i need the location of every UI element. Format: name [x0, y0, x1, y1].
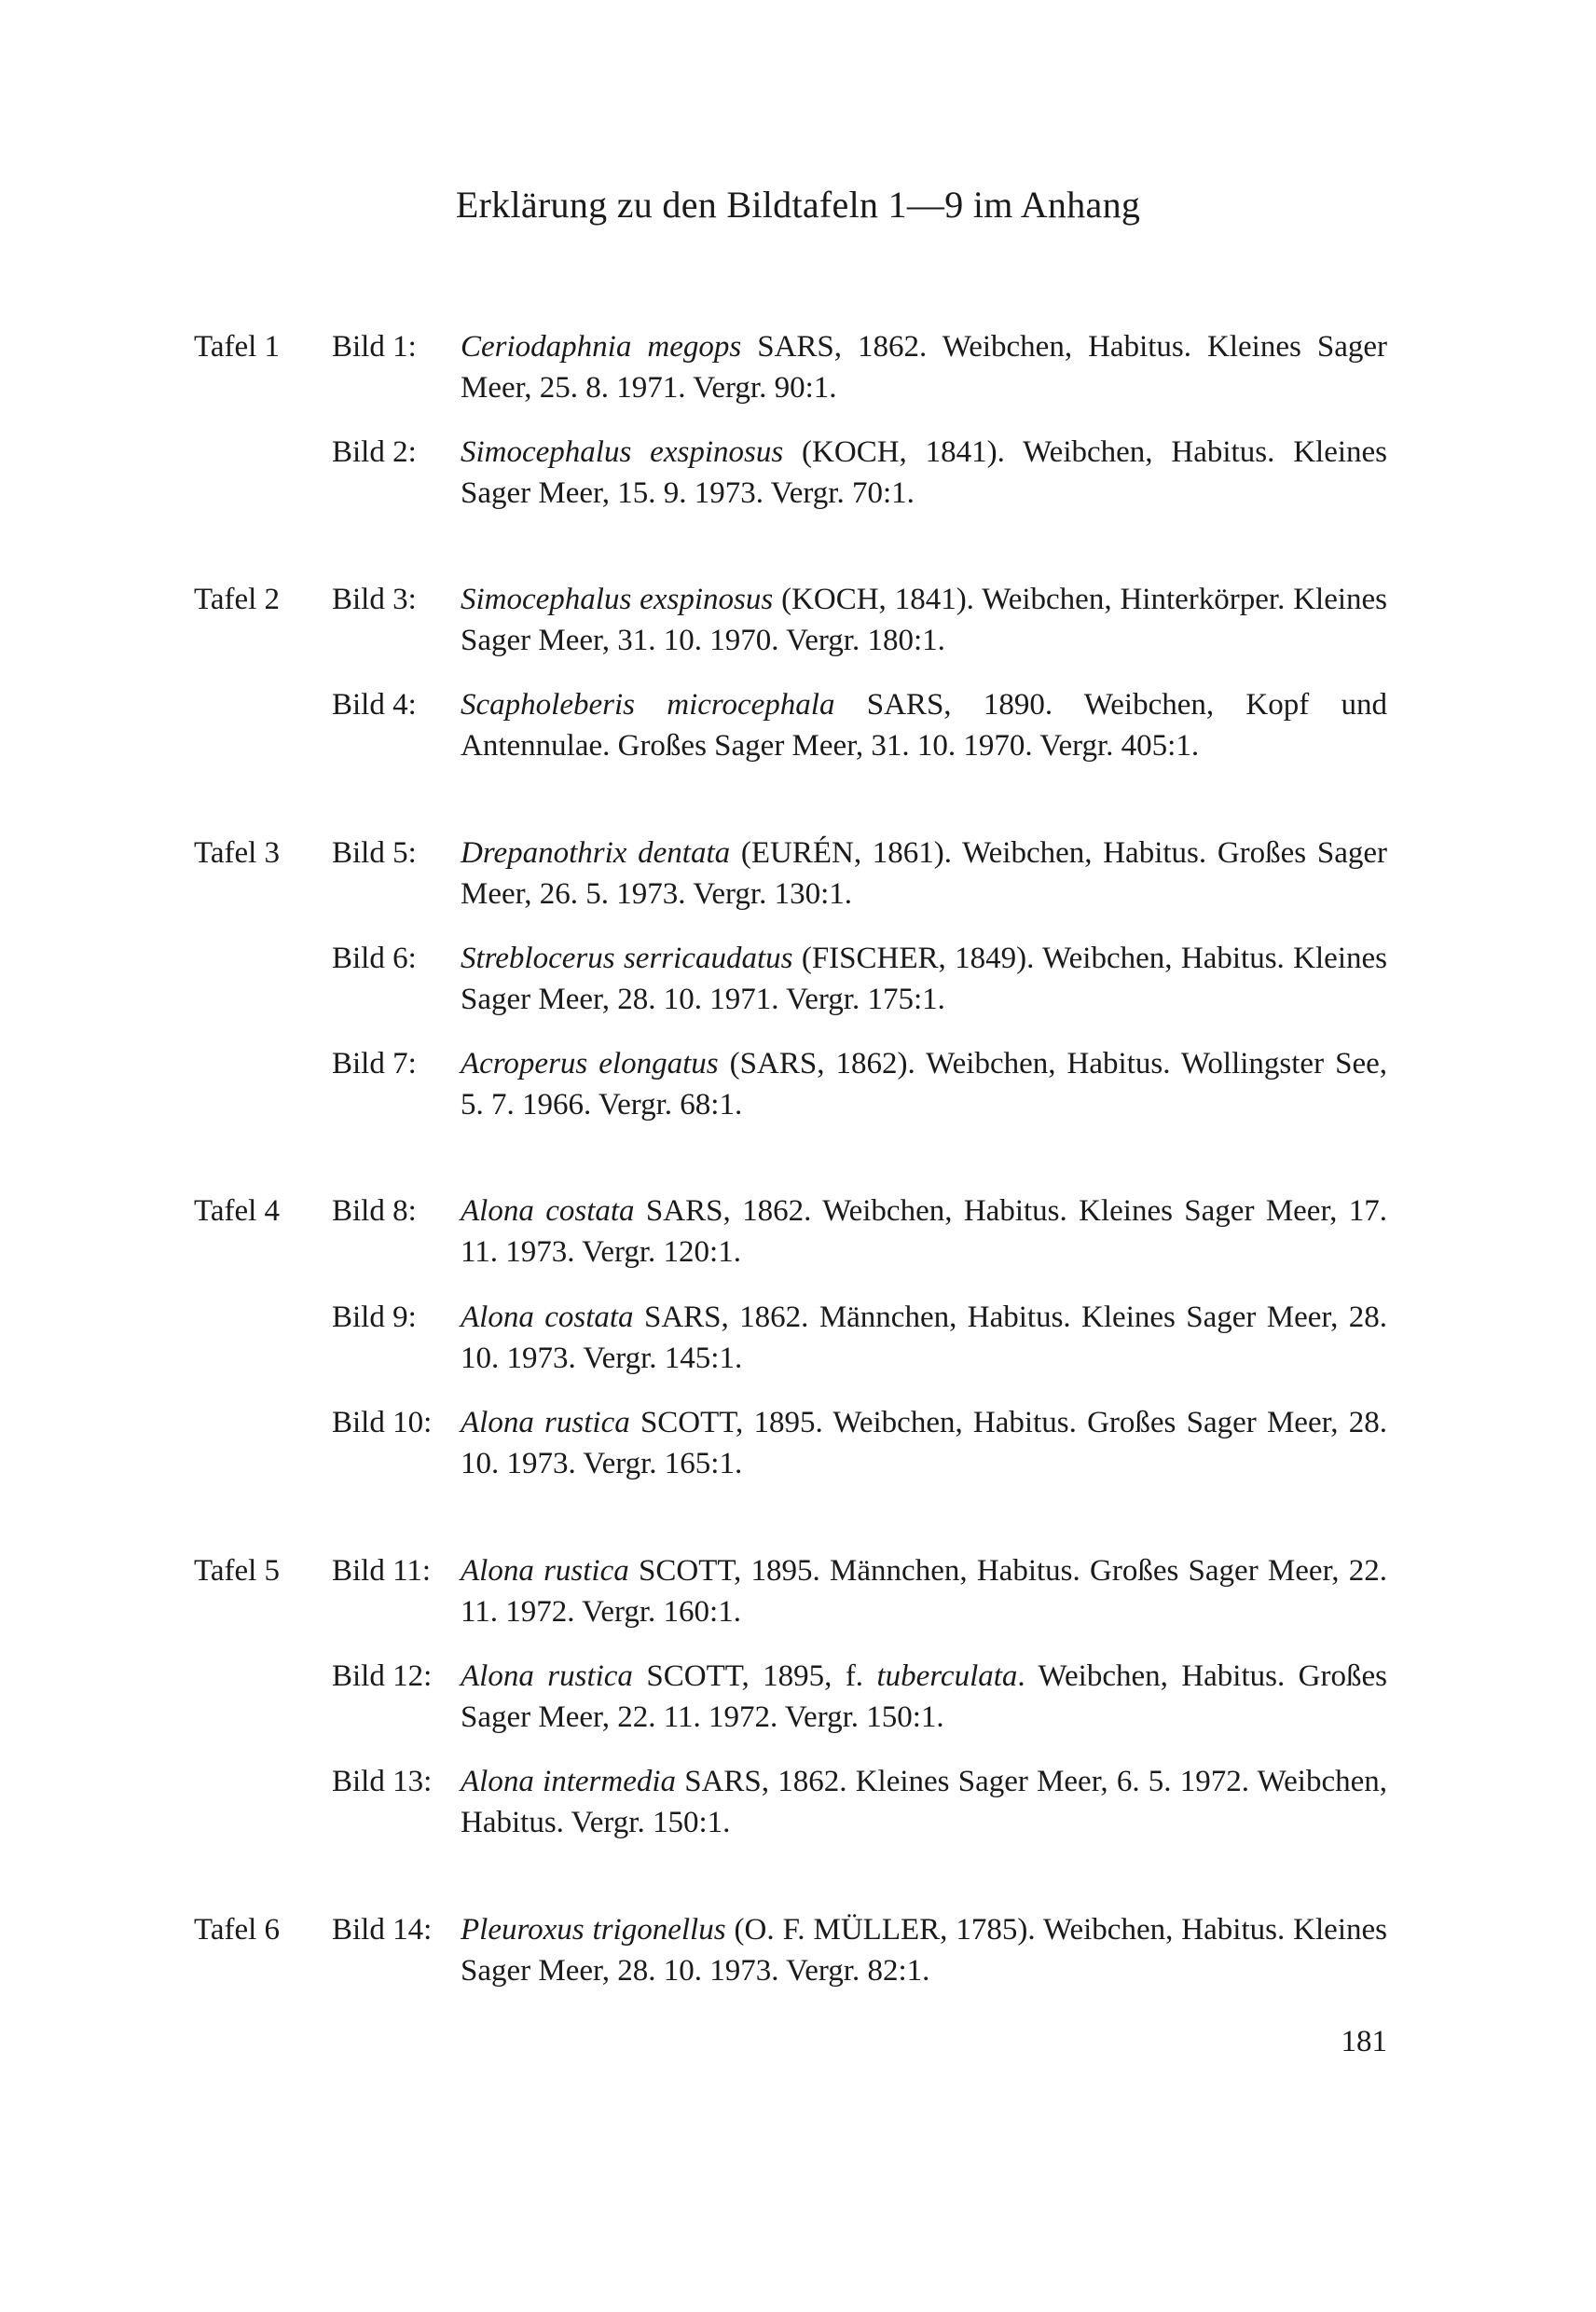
description-text: . Weibchen, Habitus. Großes Sager Meer, 22. 11. 1972. Vergr. 150:1. [461, 1659, 1387, 1734]
figure-label: Bild 12: [332, 1659, 433, 1693]
page-number: 181 [1341, 2025, 1387, 2058]
figure-description [461, 1909, 1387, 1991]
description-text: (FISCHER, 1849). Weibchen, Habitus. Kleines Sager Meer, 28. 10. 1971. Vergr. 175:1. [461, 942, 1387, 1016]
page-title: Erklärung zu den Bildtafeln 1—9 im Anhang [455, 184, 1141, 226]
figure-label: Bild 3: [332, 583, 417, 616]
species-name: Acroperus elongatus [461, 1047, 719, 1080]
figure-label: Bild 10: [332, 1406, 433, 1439]
figure-description [461, 1761, 1387, 1843]
species-name: Alona rustica [461, 1659, 633, 1693]
figure-description [461, 1043, 1387, 1125]
figure-label: Bild 1: [332, 330, 417, 364]
plate-label: Tafel 3 [194, 836, 281, 870]
species-name: Alona intermedia [461, 1765, 677, 1798]
plate-label: Tafel 6 [194, 1913, 281, 1947]
figure-description [461, 1297, 1387, 1379]
description-text: (SARS, 1862). Weibchen, Habitus. Wollingster See, 5. 7. 1966. Vergr. 68:1. [461, 1047, 1387, 1122]
description-text: SARS, 1862. Kleines Sager Meer, 6. 5. 1972. Weibchen, Habitus. Vergr. 150:1. [461, 1765, 1387, 1839]
species-name: Scapholeberis microcephala [461, 688, 835, 722]
species-name: Streblocerus serricaudatus [461, 942, 793, 975]
species-name: Simocephalus exspinosus [461, 583, 774, 616]
species-name: Alona costata [461, 1194, 635, 1228]
figure-label: Bild 4: [332, 688, 417, 722]
species-name: Drepanothrix dentata [461, 836, 731, 870]
plate-label: Tafel 2 [194, 583, 281, 616]
species-name: Alona rustica [461, 1554, 629, 1588]
figure-description [461, 432, 1387, 514]
figure-label: Bild 8: [332, 1194, 417, 1228]
description-text: SCOTT, 1895, f. [632, 1659, 877, 1693]
figure-label: Bild 11: [332, 1554, 432, 1588]
figure-label: Bild 6: [332, 942, 417, 975]
description-text: SARS, 1862. Weibchen, Habitus. Kleines Sager Meer, 17. 11. 1973. Vergr. 120:1. [461, 1194, 1387, 1269]
plate-label: Tafel 5 [194, 1554, 281, 1588]
figure-description [461, 326, 1387, 408]
description-text: SCOTT, 1895. Männchen, Habitus. Großes Sager Meer, 22. 11. 1972. Vergr. 160:1. [461, 1554, 1387, 1629]
species-name: Pleuroxus trigonellus [461, 1913, 726, 1947]
figure-label: Bild 5: [332, 836, 417, 870]
description-text: (KOCH, 1841). Weibchen, Habitus. Kleines Sager Meer, 15. 9. 1973. Vergr. 70:1. [461, 435, 1387, 510]
figure-label: Bild 2: [332, 435, 417, 469]
figure-label: Bild 9: [332, 1300, 417, 1334]
description-text: (O. F. MÜLLER, 1785). Weibchen, Habitus. Kleines Sager Meer, 28. 10. 1973. Vergr. 82:1. [461, 1913, 1387, 1988]
species-name: Alona costata [461, 1300, 634, 1334]
description-text: SARS, 1862. Weibchen, Habitus. Kleines Sager Meer, 25. 8. 1971. Vergr. 90:1. [461, 330, 1387, 405]
description-text: SARS, 1862. Männchen, Habitus. Kleines Sager Meer, 28. 10. 1973. Vergr. 145:1. [461, 1300, 1388, 1375]
forma-name: tuberculata [876, 1659, 1018, 1693]
figure-label: Bild 13: [332, 1765, 433, 1798]
description-text: (KOCH, 1841). Weibchen, Hinterkörper. Kleines Sager Meer, 31. 10. 1970. Vergr. 180:1. [461, 583, 1388, 657]
figure-description [461, 1550, 1387, 1632]
species-name: Alona rustica [461, 1406, 630, 1439]
plate-label: Tafel 1 [194, 330, 281, 364]
species-name: Simocephalus exspinosus [461, 435, 784, 469]
figure-description [461, 833, 1387, 915]
plate-label: Tafel 4 [194, 1194, 281, 1228]
figure-description [461, 1402, 1387, 1484]
figure-description [461, 938, 1387, 1020]
description-text: SCOTT, 1895. Weibchen, Habitus. Großes Sager Meer, 28. 10. 1973. Vergr. 165:1. [461, 1406, 1387, 1480]
species-name: Ceriodaphnia megops [461, 330, 742, 364]
figure-label: Bild 7: [332, 1047, 417, 1080]
description-text: SARS, 1890. Weibchen, Kopf und Antennulae. Großes Sager Meer, 31. 10. 1970. Vergr. 405:1. [461, 688, 1387, 763]
figure-description [461, 1656, 1387, 1738]
figure-description [461, 1190, 1387, 1273]
figure-description [461, 684, 1387, 766]
figure-label: Bild 14: [332, 1913, 433, 1947]
figure-description [461, 579, 1387, 661]
description-text: (EURÉN, 1861). Weibchen, Habitus. Großes Sager Meer, 26. 5. 1973. Vergr. 130:1. [461, 836, 1388, 911]
